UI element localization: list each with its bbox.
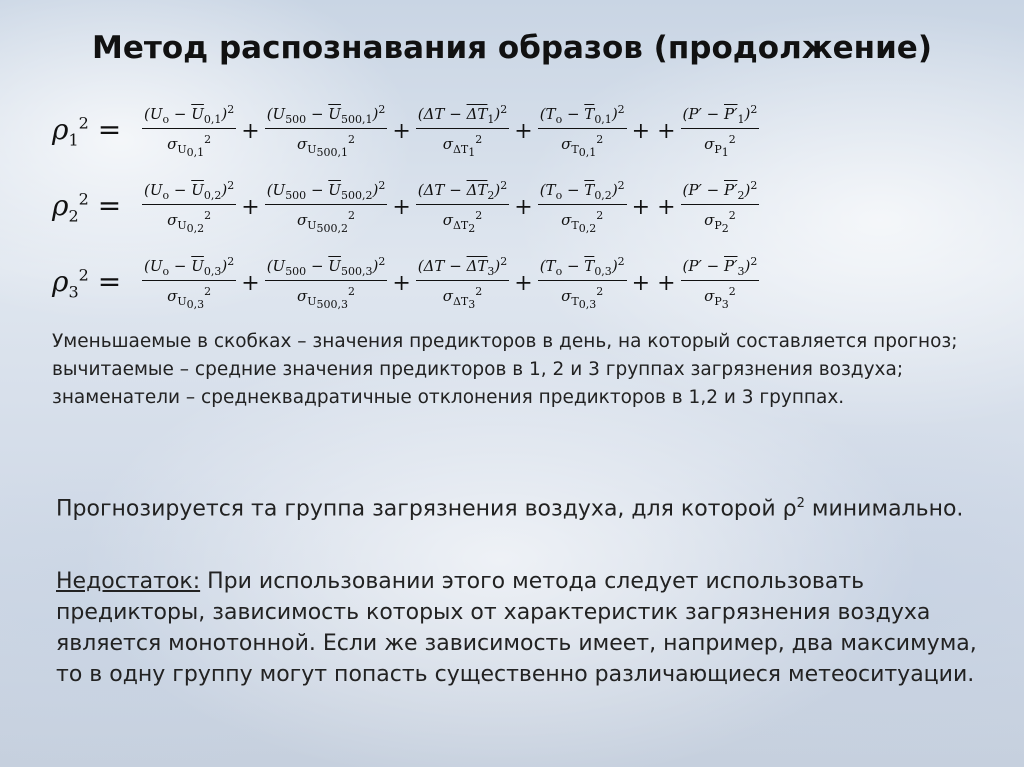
- fraction-denominator: $\sigma_{P_3}^2$: [704, 284, 736, 312]
- mean-value: $\overline{U}$: [328, 180, 341, 199]
- fraction-term: [538, 255, 627, 311]
- forecast-rho-power: 2: [796, 496, 805, 511]
- fraction-numerator: $(P' - P'_2)^2$: [681, 179, 760, 205]
- fraction-numerator: $(P' - P'_1)^2$: [681, 103, 760, 129]
- fraction-numerator: $(T_o - \overline{T}_{0,2})^2$: [538, 179, 627, 205]
- formula-row-1: [52, 100, 759, 162]
- mean-value: $\overline{\Delta T}$: [466, 180, 488, 199]
- explanation-paragraph: Уменьшаемые в скобках – значения предикторов в день, на который составляется прогноз; вычитаемые – средние значения предикторов в 1, 2 и 3 группах загрязнения воздуха; знаменатели – среднеквадратичные отклонения предикторов в 1,2 и 3 группах.: [52, 331, 958, 408]
- fraction-denominator: $\sigma_{T_{0,1}}^2$: [561, 132, 604, 160]
- mean-value: $\overline{U}$: [328, 256, 341, 275]
- mean-value: $\overline{U}$: [191, 180, 204, 199]
- drawback-paragraph: [56, 566, 1006, 690]
- formula-lhs: [52, 189, 142, 226]
- fraction-numerator: $(\Delta T - \overline{\Delta T}_3)^2$: [416, 255, 510, 281]
- fraction-term: [416, 255, 510, 311]
- plus-sign: +: [241, 270, 260, 296]
- plus-sign: +: [392, 270, 411, 296]
- drawback-text: При использовании этого метода следует использовать предикторы, зависимость которых от характеристик загрязнения воздуха является монотонной. Если же зависимость имеет, например, два максимума, то в одну группу могут попасть существенно различающиеся метеоситуации.: [56, 569, 977, 687]
- fraction-numerator: $(P' - P'_3)^2$: [681, 255, 760, 281]
- fraction-term: [681, 179, 760, 235]
- fraction-numerator: $(U_{500} - \overline{U}_{500,3})^2$: [265, 255, 388, 281]
- fraction-denominator: $\sigma_{P_1}^2$: [704, 132, 736, 160]
- slide-title: Метод распознавания образов (продолжение): [92, 30, 932, 66]
- mean-value: $\overline{U}$: [328, 104, 341, 123]
- fraction-numerator: $(U_{500} - \overline{U}_{500,2})^2$: [265, 179, 388, 205]
- fraction-denominator: $\sigma_{\Delta T_1}^2$: [442, 132, 483, 160]
- fraction-numerator: $(T_o - \overline{T}_{0,3})^2$: [538, 255, 627, 281]
- forecast-rho: ρ: [782, 496, 797, 522]
- fraction-term: [142, 103, 236, 159]
- plus-sign: + +: [631, 118, 676, 144]
- formula-lhs: [52, 265, 142, 302]
- fraction-denominator: $\sigma_{T_{0,2}}^2$: [561, 208, 604, 236]
- rho-symbol: ρ: [52, 112, 69, 146]
- formula-row-3: [52, 252, 759, 314]
- plus-sign: +: [241, 118, 260, 144]
- plus-sign: +: [392, 118, 411, 144]
- plus-sign: + +: [631, 194, 676, 220]
- fraction-numerator: $(U_o - \overline{U}_{0,1})^2$: [142, 103, 236, 129]
- rho-power: 2: [78, 189, 89, 209]
- mean-value: $\overline{T}$: [584, 180, 595, 199]
- rho-index: 2: [68, 206, 79, 226]
- rho-symbol: ρ: [52, 188, 69, 222]
- formula-row-2: [52, 176, 759, 238]
- plus-sign: +: [514, 118, 533, 144]
- mean-value: $\overline{\Delta T}$: [466, 256, 488, 275]
- fraction-numerator: $(T_o - \overline{T}_{0,1})^2$: [538, 103, 627, 129]
- plus-sign: +: [514, 270, 533, 296]
- plus-sign: + +: [631, 270, 676, 296]
- plus-sign: +: [392, 194, 411, 220]
- fraction-denominator: $\sigma_{U_{500,2}}^2$: [296, 208, 356, 236]
- fraction-numerator: $(\Delta T - \overline{\Delta T}_1)^2$: [416, 103, 510, 129]
- mean-value: $\overline{T}$: [584, 256, 595, 275]
- fraction-denominator: $\sigma_{U_{0,3}}^2$: [167, 284, 212, 312]
- fraction-term: [265, 255, 388, 311]
- plus-sign: +: [241, 194, 260, 220]
- mean-value: $\overline{U}$: [191, 256, 204, 275]
- mean-value: P′: [724, 180, 738, 199]
- fraction-denominator: $\sigma_{\Delta T_2}^2$: [442, 208, 483, 236]
- fraction-term: [681, 103, 760, 159]
- fraction-term: [538, 103, 627, 159]
- fraction-denominator: $\sigma_{U_{500,3}}^2$: [296, 284, 356, 312]
- fraction-denominator: $\sigma_{P_2}^2$: [704, 208, 736, 236]
- rho-power: 2: [78, 113, 89, 133]
- fraction-denominator: $\sigma_{T_{0,3}}^2$: [561, 284, 604, 312]
- fraction-denominator: $\sigma_{U_{0,1}}^2$: [167, 132, 212, 160]
- mean-value: $\overline{T}$: [584, 104, 595, 123]
- fraction-term: [265, 103, 388, 159]
- rho-index: 1: [68, 130, 79, 150]
- fraction-numerator: $(U_{500} - \overline{U}_{500,1})^2$: [265, 103, 388, 129]
- equals-sign: =: [97, 112, 122, 146]
- fraction-denominator: $\sigma_{U_{0,2}}^2$: [167, 208, 212, 236]
- drawback-label: Недостаток:: [56, 569, 201, 594]
- fraction-numerator: $(U_o - \overline{U}_{0,3})^2$: [142, 255, 236, 281]
- fraction-denominator: $\sigma_{\Delta T_3}^2$: [442, 284, 483, 312]
- formula-lhs: [52, 113, 142, 150]
- fraction-numerator: $(\Delta T - \overline{\Delta T}_2)^2$: [416, 179, 510, 205]
- mean-value: $\overline{U}$: [191, 104, 204, 123]
- fraction-term: [416, 103, 510, 159]
- plus-sign: +: [514, 194, 533, 220]
- fraction-term: [142, 179, 236, 235]
- mean-value: P′: [724, 104, 738, 123]
- fraction-term: [265, 179, 388, 235]
- fraction-numerator: $(U_o - \overline{U}_{0,2})^2$: [142, 179, 236, 205]
- equals-sign: =: [97, 188, 122, 222]
- rho-symbol: ρ: [52, 264, 69, 298]
- fraction-term: [538, 179, 627, 235]
- rho-index: 3: [68, 282, 79, 302]
- fraction-denominator: $\sigma_{U_{500,1}}^2$: [296, 132, 356, 160]
- fraction-term: [681, 255, 760, 311]
- mean-value: P′: [724, 256, 738, 275]
- equals-sign: =: [97, 264, 122, 298]
- fraction-term: [416, 179, 510, 235]
- forecast-tail: минимально.: [804, 496, 964, 522]
- rho-power: 2: [78, 265, 89, 285]
- fraction-term: [142, 255, 236, 311]
- forecast-text: Прогнозируется та группа загрязнения воздуха, для которой: [56, 496, 783, 522]
- forecast-paragraph: [56, 488, 1006, 524]
- mean-value: $\overline{\Delta T}$: [466, 104, 488, 123]
